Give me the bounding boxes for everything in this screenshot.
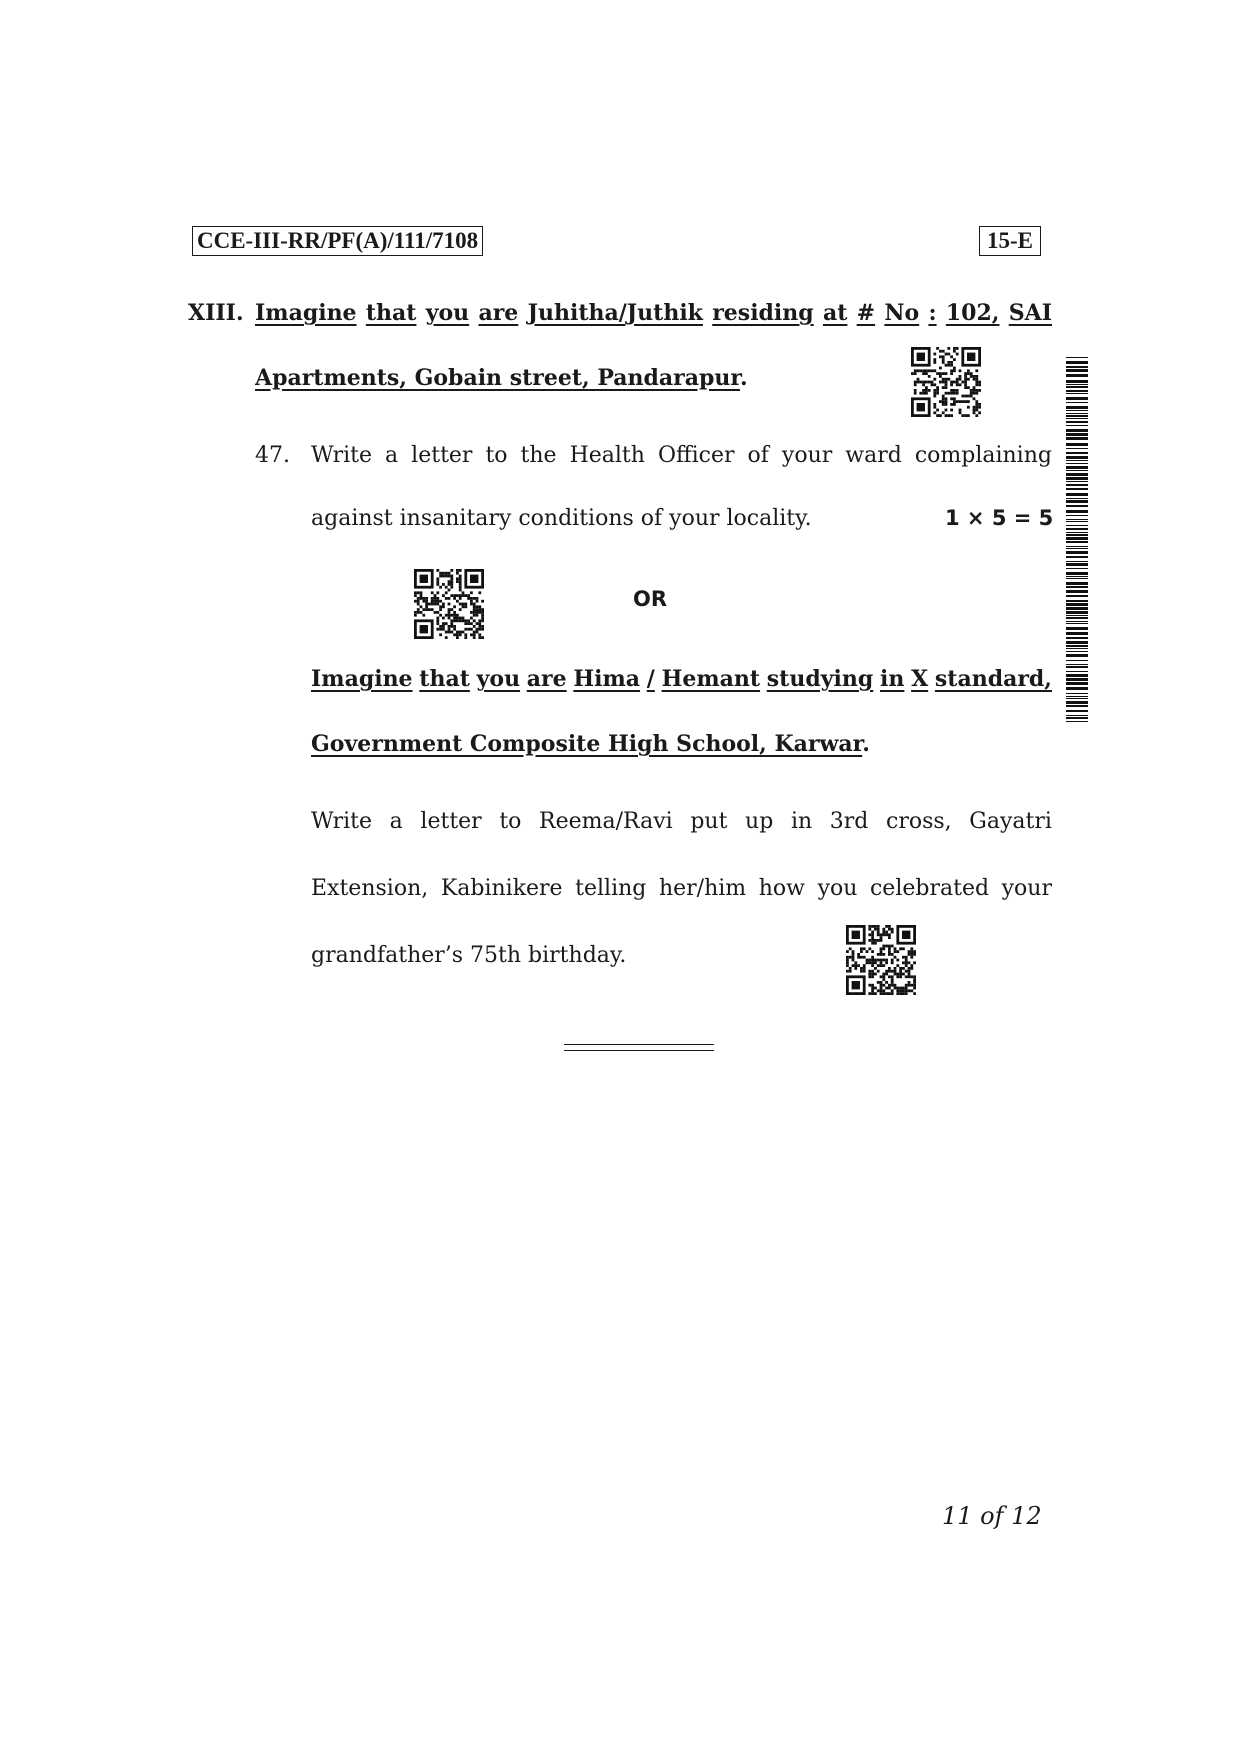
word: a bbox=[385, 443, 399, 468]
word: Hima bbox=[573, 666, 641, 692]
barcode-icon bbox=[1066, 357, 1088, 725]
word: are bbox=[526, 666, 567, 692]
word: Imagine bbox=[311, 666, 413, 692]
alt-question-line1 bbox=[311, 809, 1052, 834]
word: your bbox=[1001, 876, 1052, 901]
word: 3rd bbox=[829, 809, 869, 834]
question-line2: against insanitary conditions of your locality. bbox=[311, 506, 812, 531]
word: a bbox=[389, 809, 403, 834]
word: put bbox=[690, 809, 728, 834]
word: to bbox=[499, 809, 522, 834]
word: how bbox=[758, 876, 805, 901]
word: you bbox=[476, 666, 521, 692]
section-numeral: XIII. bbox=[188, 300, 244, 326]
page-number: 11 of 12 bbox=[942, 1502, 1042, 1530]
word: in bbox=[790, 809, 813, 834]
word: are bbox=[478, 300, 519, 326]
word: cross, bbox=[886, 809, 952, 834]
word: up bbox=[745, 809, 774, 834]
word: at bbox=[822, 300, 848, 326]
word: Officer bbox=[657, 443, 735, 468]
page-code-box: 15-E bbox=[979, 226, 1041, 256]
qr-code-icon bbox=[846, 925, 916, 995]
word: complaining bbox=[914, 443, 1052, 468]
word: Gayatri bbox=[969, 809, 1052, 834]
word: to bbox=[485, 443, 508, 468]
word: in bbox=[879, 666, 905, 692]
word: No bbox=[884, 300, 920, 326]
word: your bbox=[781, 443, 833, 468]
word: of bbox=[747, 443, 769, 468]
word: you bbox=[817, 876, 858, 901]
word: standard, bbox=[934, 666, 1052, 692]
word: Health bbox=[569, 443, 645, 468]
word: letter bbox=[411, 443, 473, 468]
word: residing bbox=[712, 300, 814, 326]
word: Imagine bbox=[255, 300, 357, 326]
word: Write bbox=[311, 809, 373, 834]
section-intro-line2: Apartments, Gobain street, Pandarapur. bbox=[255, 365, 748, 391]
marks-label: 1 × 5 = 5 bbox=[945, 506, 1054, 530]
word: Extension, bbox=[311, 876, 429, 901]
paper-code-box: CCE-III-RR/PF(A)/111/7108 bbox=[192, 226, 483, 256]
word: you bbox=[425, 300, 470, 326]
word: Kabinikere bbox=[440, 876, 563, 901]
word: that bbox=[365, 300, 417, 326]
word: letter bbox=[420, 809, 482, 834]
alt-intro-line1 bbox=[311, 666, 1052, 692]
word: Write bbox=[311, 443, 373, 468]
word: the bbox=[520, 443, 557, 468]
word: studying bbox=[766, 666, 874, 692]
qr-code-icon bbox=[414, 569, 484, 639]
word: X bbox=[911, 666, 929, 692]
alt-intro-line2: Government Composite High School, Karwar. bbox=[311, 731, 870, 757]
word: that bbox=[419, 666, 470, 692]
word: ward bbox=[845, 443, 902, 468]
word: telling bbox=[575, 876, 647, 901]
word: celebrated bbox=[869, 876, 990, 901]
word: SAI bbox=[1008, 300, 1052, 326]
word: Reema/Ravi bbox=[539, 809, 673, 834]
alt-question-line2 bbox=[311, 876, 1052, 901]
word: Juhitha/Juthik bbox=[527, 300, 703, 326]
qr-code-icon bbox=[911, 347, 981, 417]
end-rule bbox=[564, 1044, 714, 1051]
word: : bbox=[928, 300, 937, 326]
alt-question-line3: grandfather’s 75th birthday. bbox=[311, 943, 627, 968]
word: 102, bbox=[945, 300, 1000, 326]
word: Hemant bbox=[661, 666, 761, 692]
question-number: 47. bbox=[255, 443, 290, 468]
word: her/him bbox=[658, 876, 747, 901]
word: # bbox=[856, 300, 876, 326]
question-line1 bbox=[311, 443, 1052, 468]
or-label: OR bbox=[633, 587, 668, 611]
word: / bbox=[646, 666, 655, 692]
section-intro-line1 bbox=[255, 300, 1052, 326]
